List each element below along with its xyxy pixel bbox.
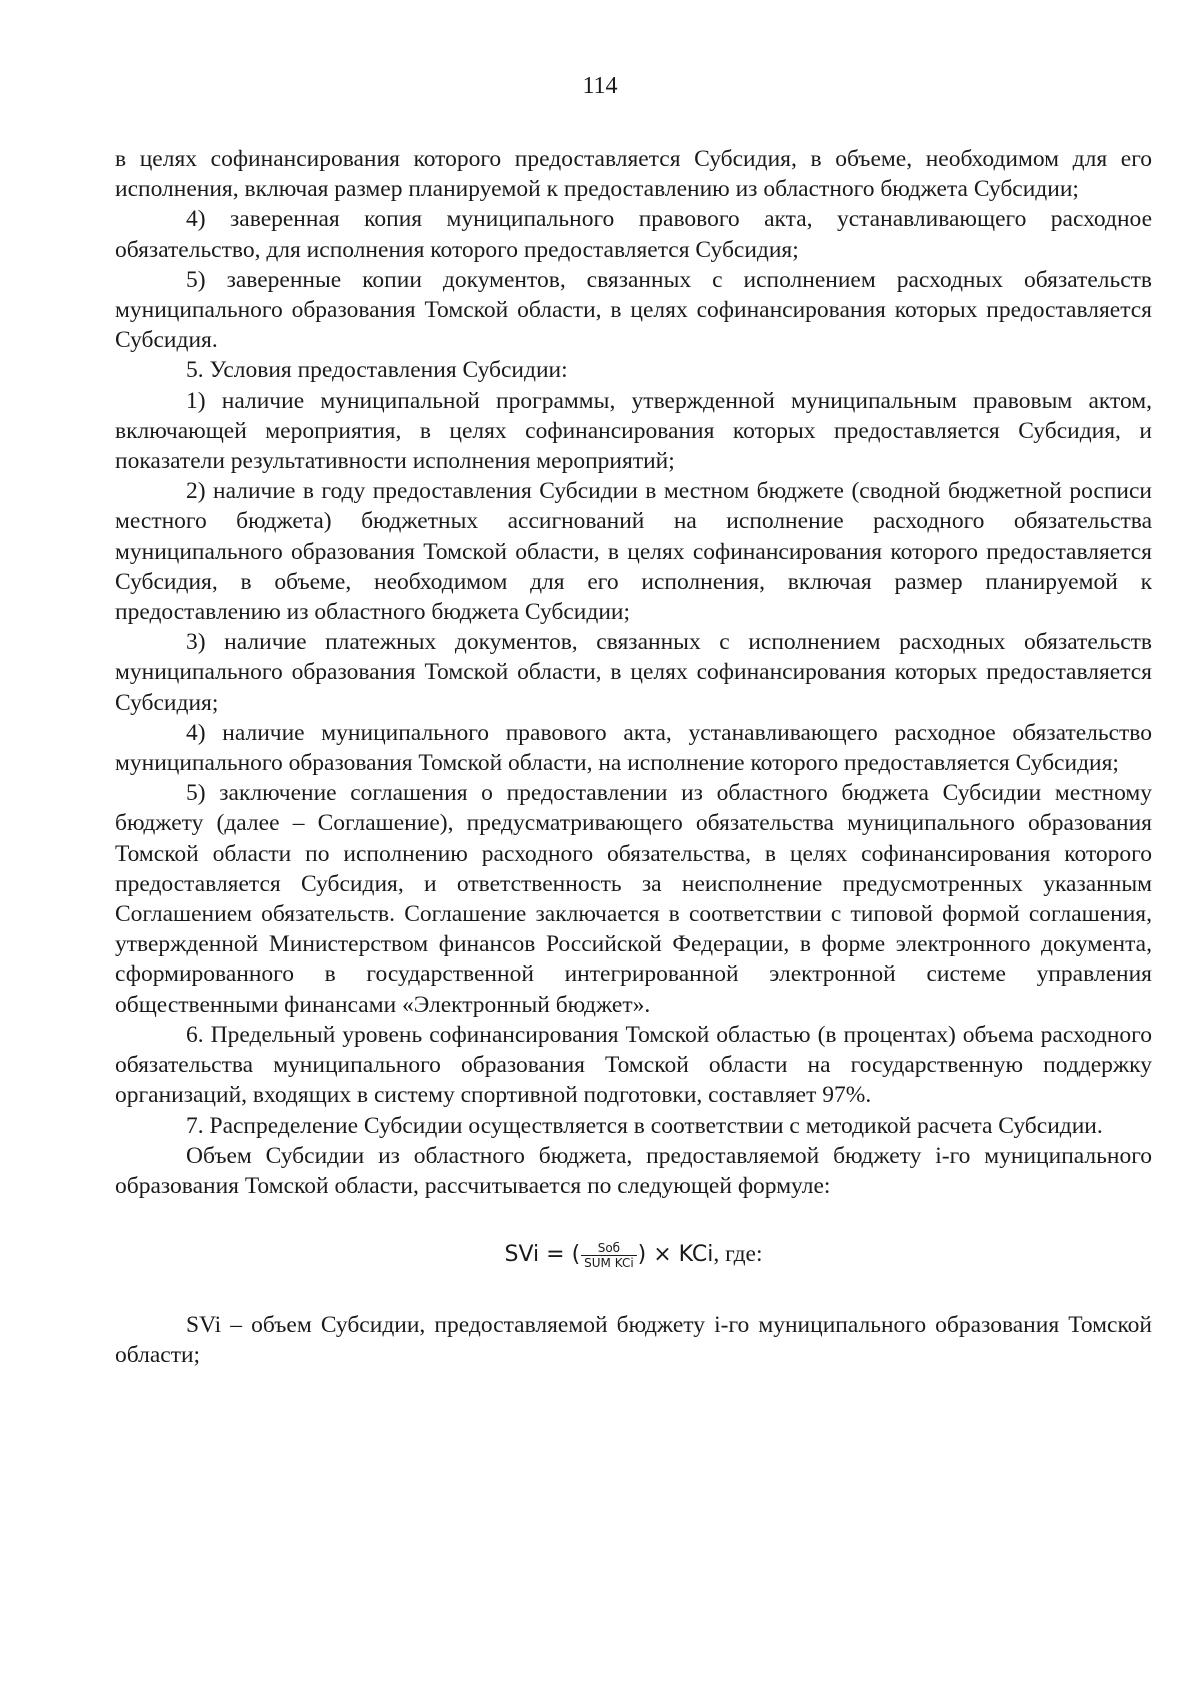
condition-3: 3) наличие платежных документов, связанных с исполнением расходных обязательств муниципального образования Томской области, в целях софинансирования которых предоставляется Субсидия; (115, 629, 1152, 716)
paragraph-continuation: в целях софинансирования которого предоставляется Субсидия, в объеме, необходимом для его исполнения, включая размер планируемой к предоставлению из областного бюджета Субсидии; (115, 146, 1152, 203)
formula-fraction (581, 1241, 637, 1270)
document-body (115, 144, 1152, 1371)
section-7: 7. Распределение Субсидии осуществляется в соответствии с методикой расчета Субсидии. (186, 1112, 1103, 1139)
paragraph-item-4-copy: 4) заверенная копия муниципального правового акта, устанавливающего расходное обязательство, для исполнения которого предоставляется Субсидия; (115, 206, 1152, 263)
formula-denominator: SUM KCi (584, 1256, 634, 1271)
condition-4: 4) наличие муниципального правового акта, устанавливающего расходное обязательство муниципального образования Томской области, на исполнение которого предоставляется Субсидия; (115, 719, 1152, 777)
paragraph-item-5-copies: 5) заверенные копии документов, связанных с исполнением расходных обязательств муниципального образования Томской области, в целях софинансирования которых предоставляется Субсидия. (115, 266, 1152, 354)
formula-rhs: ) × KCi (637, 1242, 714, 1268)
condition-5: 5) заключение соглашения о предоставлении из областного бюджета Субсидии местному бюджету (далее – Соглашение), предусматривающего обязательства муниципального образования Томской области по исполнению расходного обязательства, в целях софинансирования которого предоставляется Субсидия, и ответственность за неисполнение предусмотренных указанным Соглашением обязательств. Соглашение заключается в соответствии с типовой формой соглашения, утвержденной Министерством финансов Российской Федерации, в форме электронного документа, сформированного в государственной интегрированной электронной системе управления общественными финансами «Электронный бюджет». (115, 780, 1152, 1018)
condition-1: 1) наличие муниципальной программы, утвержденной муниципальным правовым актом, включающей мероприятия, в целях софинансирования которых предоставляется Субсидия, и показатели результативности исполнения мероприятий; (115, 387, 1152, 475)
section-5-heading: 5. Условия предоставления Субсидии: (186, 357, 568, 384)
section-6: 6. Предельный уровень софинансирования Томской областью (в процентах) объема расходного обязательства муниципального образования Томской области на государственную поддержку организаций, входящих в систему спортивной подготовки, составляет 97%. (115, 1021, 1152, 1109)
formula-numerator: Sоб (581, 1241, 637, 1256)
subsidy-formula (115, 1239, 1152, 1270)
page-number: 114 (582, 73, 618, 99)
formula-intro: Объем Субсидии из областного бюджета, предоставляемой бюджету i-го муниципального образования Томской области, рассчитывается по следующей формуле: (115, 1142, 1152, 1199)
condition-2: 2) наличие в году предоставления Субсидии в местном бюджете (сводной бюджетной росписи местного бюджета) бюджетных ассигнований на исполнение расходного обязательства муниципального образования Томской области, в целях софинансирования которого предоставляется Субсидия, в объеме, необходимом для его исполнения, включая размер планируемой к предоставлению из областного бюджета Субсидии; (115, 478, 1152, 626)
definition-svi: SVi – объем Субсидии, предоставляемой бюджету i-го муниципального образования Томской области; (115, 1312, 1152, 1369)
formula-suffix: , где: (713, 1241, 763, 1268)
formula-lhs: SVi = ( (504, 1242, 581, 1268)
